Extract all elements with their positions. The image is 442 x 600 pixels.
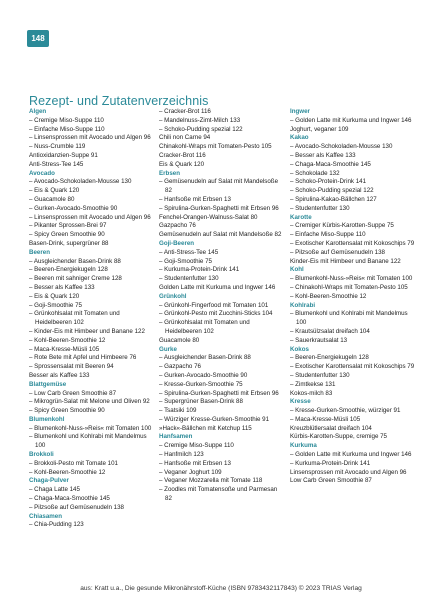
index-subentry: – Grünkohlsalat mit Tomaten und Heidelbeeren 102 (29, 310, 155, 328)
index-entry: Kreuzblütlersalat dreifach 104 (290, 424, 372, 432)
index-heading: Kurkuma (290, 442, 317, 450)
index-entry: Golden Latte mit Kurkuma und Ingwer 146 (159, 283, 276, 291)
index-entry: Anti-Stress-Tee 145 (29, 160, 84, 168)
index-subentry: – Gemüsenudeln auf Salat mit Mandelsoße 82 (159, 178, 285, 196)
index-heading: Karotte (290, 213, 312, 221)
index-subentry: – Krautsülzsalat dreifach 104 (290, 328, 416, 337)
index-columns (29, 108, 419, 568)
index-subentry: – Pilzsoße auf Gemüsenudeln 138 (290, 249, 416, 258)
index-entry: Chinakohl-Wraps mit Tomaten-Pesto 105 (159, 143, 272, 151)
index-subentry: – Schoko-Pudding spezial 122 (290, 187, 416, 196)
index-heading: Kokos (290, 345, 309, 353)
index-subentry: – Goji-Smoothie 75 (159, 258, 285, 267)
index-subentry: – Blumenkohl-Nuss-»Reis« mit Tomaten 100 (29, 425, 155, 434)
index-subentry: – Beeren mit sahniger Creme 128 (29, 275, 155, 284)
index-entry: Low Carb Green Smoothie 87 (290, 477, 372, 485)
index-subentry: – Hanfmilch 123 (159, 451, 285, 460)
index-subentry: – Linsensprossen mit Avocado und Algen 96 (29, 134, 155, 143)
index-subentry: – Cracker-Brot 116 (159, 108, 285, 117)
index-entry: Linsensprossen mit Avocado und Algen 96 (290, 468, 407, 476)
index-subentry: – Supergrüner Basen-Drink 88 (159, 398, 285, 407)
index-heading: Grünkohl (159, 292, 187, 300)
index-heading: Ingwer (290, 108, 310, 115)
index-entry: Kokos-milch 83 (290, 389, 333, 397)
index-subentry: – Cremige Miso-Suppe 110 (29, 117, 155, 126)
index-subentry: – Guacamole 80 (29, 196, 155, 205)
index-subentry: – Studentenfutter 130 (290, 372, 416, 381)
index-subentry: – Beeren-Energiekugeln 128 (29, 266, 155, 275)
index-subentry: – Mikrogrün-Salat mit Melone und Oliven 92 (29, 398, 155, 407)
index-subentry: – Würziger Kresse-Gurken-Smoothie 91 (159, 416, 285, 425)
index-subentry: – Spirulina-Gurken-Spaghetti mit Erbsen 96 (159, 205, 285, 214)
index-subentry: – Chaga Latte 145 (29, 486, 155, 495)
index-heading: Avocado (29, 169, 55, 177)
index-entry: Antioxidanzien-Suppe 91 (29, 151, 98, 159)
index-heading: Algen (29, 108, 47, 115)
index-subentry: – Exotischer Karottensalat mit Kokoschips 79 (290, 240, 416, 249)
index-entry: Eis & Quark 120 (159, 160, 205, 168)
index-subentry: – Linsensprossen mit Avocado und Algen 96 (29, 214, 155, 223)
index-subentry: – Low Carb Green Smoothie 87 (29, 390, 155, 399)
index-heading: Brokkoli (29, 451, 54, 459)
index-subentry: – Blumenkohl und Kohlrabi mit Mandelmus 100 (290, 310, 416, 328)
index-subentry: – Golden Latte mit Kurkuma und Ingwer 146 (290, 117, 416, 126)
index-entry: »Hack«-Bällchen mit Ketchup 115 (159, 424, 252, 432)
index-column-3 (290, 108, 416, 486)
index-subentry: – Schoko-Protein-Drink 141 (290, 178, 416, 187)
index-entry: Chili non Carne 94 (159, 134, 211, 142)
index-subentry: – Cremige Miso-Suppe 110 (159, 442, 285, 451)
index-subentry: – Kurkuma-Protein-Drink 141 (159, 266, 285, 275)
index-subentry: – Grünkohl-Pesto mit Zucchini-Sticks 104 (159, 310, 285, 319)
index-entry: Fenchel-Orangen-Walnuss-Salat 80 (159, 213, 258, 221)
index-subentry: – Kohl-Beeren-Smoothie 12 (29, 337, 155, 346)
index-subentry: – Eis & Quark 120 (29, 293, 155, 302)
index-subentry: – Eis & Quark 120 (29, 187, 155, 196)
index-subentry: – Kresse-Gurken-Smoothie 75 (159, 381, 285, 390)
index-subentry: – Hanfsoße mit Erbsen 13 (159, 460, 285, 469)
index-heading: Beeren (29, 248, 50, 256)
index-subentry: – Veganer Mozzarella mit Tomate 118 (159, 477, 285, 486)
index-subentry: – Einfache Miso-Suppe 110 (290, 231, 416, 240)
index-subentry: – Chaga-Maca-Smoothie 145 (29, 495, 155, 504)
index-subentry: – Ausgleichender Basen-Drink 88 (159, 354, 285, 363)
index-subentry: – Exotischer Karottensalat mit Kokoschips 79 (290, 363, 416, 372)
index-column-2 (159, 108, 285, 504)
index-subentry: – Kinder-Eis mit Himbeer und Banane 122 (29, 328, 155, 337)
index-subentry: – Kohl-Beeren-Smoothie 12 (290, 293, 416, 302)
index-subentry: – Besser als Kaffee 133 (29, 284, 155, 293)
index-subentry: – Gurken-Avocado-Smoothie 90 (29, 205, 155, 214)
index-entry: Besser als Kaffee 133 (29, 371, 90, 379)
index-subentry: – Anti-Stress-Tee 145 (159, 249, 285, 258)
index-subentry: – Veganer Joghurt 109 (159, 469, 285, 478)
index-heading: Chiasamen (29, 512, 63, 520)
index-subentry: – Rote Bete mit Apfel und Himbeere 76 (29, 354, 155, 363)
index-subentry: – Maca-Kresse-Müsli 105 (290, 416, 416, 425)
index-subentry: – Beeren-Energiekugeln 128 (290, 354, 416, 363)
index-subentry: – Kurkuma-Protein-Drink 141 (290, 460, 416, 469)
index-column-1 (29, 108, 155, 530)
index-subentry: – Goji-Smoothie 75 (29, 302, 155, 311)
source-footer: aus: Kratt u.a., Die gesunde Mikronährstoff-Küche (ISBN 9783432117843) © 2023 TRIAS Verlag (80, 585, 362, 592)
index-entry: Cracker-Brot 116 (159, 151, 206, 159)
index-subentry: – Pikanter Sprossen-Brei 97 (29, 222, 155, 231)
index-subentry: – Blumenkohl und Kohlrabi mit Mandelmus 100 (29, 433, 155, 451)
index-subentry: – Golden Latte mit Kurkuma und Ingwer 146 (290, 451, 416, 460)
index-subentry: – Zimtkekse 131 (290, 381, 416, 390)
index-entry: Gemüsenudeln auf Salat mit Mandelsoße 82 (159, 231, 282, 239)
index-entry: Basen-Drink, supergrüner 88 (29, 239, 109, 247)
index-subentry: – Grünkohl-Fingerfood mit Tomaten 101 (159, 302, 285, 311)
index-subentry: – Kohl-Beeren-Smoothie 12 (29, 469, 155, 478)
index-subentry: – Nuss-Crumble 119 (29, 143, 155, 152)
index-subentry: – Spirulina-Kakao-Bällchen 127 (290, 196, 416, 205)
index-entry: Joghurt, veganer 109 (290, 125, 349, 133)
index-subentry: – Ausgleichender Basen-Drink 88 (29, 258, 155, 267)
index-heading: Kohl (290, 266, 304, 274)
index-subentry: – Maca-Kresse-Müsli 105 (29, 346, 155, 355)
index-subentry: – Chia-Pudding 123 (29, 521, 155, 530)
index-subentry: – Sauerkrautsalat 13 (290, 337, 416, 346)
page-title: Rezept- und Zutatenverzeichnis (29, 94, 209, 109)
index-subentry: – Pilzsoße auf Gemüsenudeln 138 (29, 504, 155, 513)
index-subentry: – Spirulina-Gurken-Spaghetti mit Erbsen 96 (159, 390, 285, 399)
index-subentry: – Chinakohl-Wraps mit Tomaten-Pesto 105 (290, 284, 416, 293)
index-subentry: – Gazpacho 76 (159, 363, 285, 372)
index-subentry: – Cremiger Kürbis-Karotten-Suppe 75 (290, 222, 416, 231)
index-heading: Blattgemüse (29, 380, 67, 388)
index-entry: Kinder-Eis mit Himbeer und Banane 122 (290, 257, 401, 265)
index-heading: Chaga-Pulver (29, 477, 69, 485)
index-subentry: – Einfache Miso-Suppe 110 (29, 126, 155, 135)
index-subentry: – Spicy Green Smoothie 90 (29, 407, 155, 416)
index-heading: Erbsen (159, 169, 180, 177)
index-subentry: – Studentenfutter 130 (159, 275, 285, 284)
index-heading: Kohlrabi (290, 301, 316, 309)
index-entry: Gazpacho 76 (159, 222, 196, 230)
index-subentry: – Zoodles mit Tomatensoße und Parmesan 82 (159, 486, 285, 504)
index-subentry: – Tsatsiki 109 (159, 407, 285, 416)
index-subentry: – Avocado-Schokoladen-Mousse 130 (290, 143, 416, 152)
index-subentry: – Grünkohlsalat mit Tomaten und Heidelbeeren 102 (159, 319, 285, 337)
index-subentry: – Sprossensalat mit Beeren 94 (29, 363, 155, 372)
index-subentry: – Blumenkohl-Nuss-»Reis« mit Tomaten 100 (290, 275, 416, 284)
index-heading: Goji-Beeren (159, 239, 195, 247)
index-subentry: – Brokkoli-Pesto mit Tomate 101 (29, 460, 155, 469)
index-heading: Kresse (290, 398, 311, 406)
index-subentry: – Avocado-Schokoladen-Mousse 130 (29, 178, 155, 187)
index-subentry: – Mandelnuss-Zimt-Milch 133 (159, 117, 285, 126)
index-heading: Gurke (159, 345, 177, 353)
index-subentry: – Hanfsoße mit Erbsen 13 (159, 196, 285, 205)
index-subentry: – Schoko-Pudding spezial 122 (159, 126, 285, 135)
index-heading: Kakao (290, 134, 309, 142)
index-subentry: – Kresse-Gurken-Smoothie, würziger 91 (290, 407, 416, 416)
index-subentry: – Besser als Kaffee 133 (290, 152, 416, 161)
index-subentry: – Chaga-Maca-Smoothie 145 (290, 161, 416, 170)
index-entry: Guacamole 80 (159, 336, 200, 344)
index-entry: Kürbis-Karotten-Suppe, cremige 75 (290, 433, 387, 441)
index-subentry: – Studentenfutter 130 (290, 205, 416, 214)
index-subentry: – Spicy Green Smoothie 90 (29, 231, 155, 240)
index-heading: Hanfsamen (159, 433, 193, 441)
index-subentry: – Schokolade 132 (290, 170, 416, 179)
index-heading: Blumenkohl (29, 415, 65, 423)
index-subentry: – Gurken-Avocado-Smoothie 90 (159, 372, 285, 381)
page-number-badge: 148 (27, 30, 49, 47)
